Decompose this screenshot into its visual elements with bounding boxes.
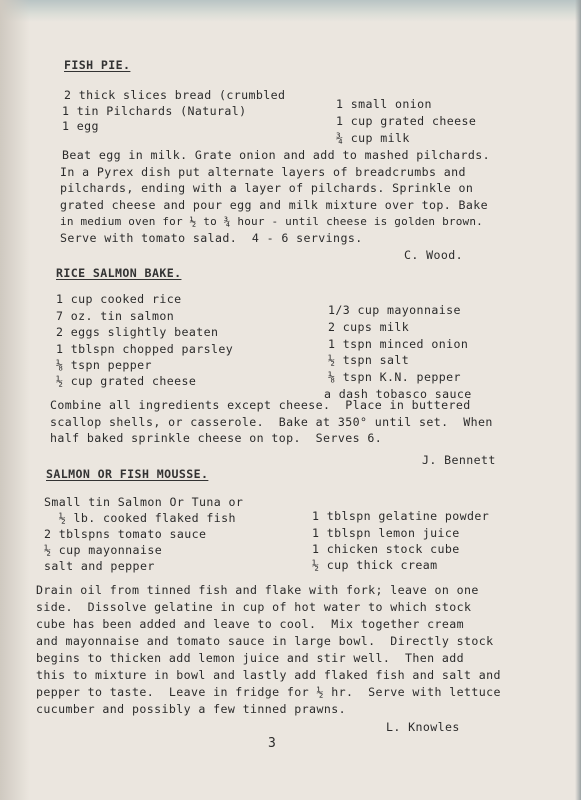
ingredient: ½ lb. cooked flaked fish — [44, 511, 236, 525]
ingredient: 1 cup grated cheese — [336, 114, 477, 128]
method-line: begins to thicken add lemon juice and stir well. Then add — [36, 651, 465, 665]
ingredient: ¾ cup milk — [336, 131, 410, 145]
method-line: pilchards, ending with a layer of pilchards. Sprinkle on — [60, 181, 474, 195]
method-line: Drain oil from tinned fish and flake with fork; leave on one — [36, 583, 479, 597]
method-line: Beat egg in milk. Grate onion and add to mashed pilchards. — [62, 148, 491, 162]
ingredient: a dash tobasco sauce — [324, 387, 472, 401]
method-line: scallop shells, or casserole. Bake at 350° until set. When — [50, 415, 493, 429]
ingredient: 2 eggs slightly beaten — [56, 325, 219, 339]
method-line: pepper to taste. Leave in fridge for ½ hr. Serve with lettuce — [36, 685, 501, 699]
recipe-author: C. Wood. — [404, 248, 464, 262]
ingredient: 1 chicken stock cube — [312, 542, 460, 556]
ingredient: 2 thick slices bread (crumbled — [64, 88, 286, 102]
recipe-author: J. Bennett — [422, 453, 496, 467]
ingredient: ½ cup thick cream — [312, 558, 438, 572]
ingredient: 7 oz. tin salmon — [56, 309, 175, 323]
method-line: and mayonnaise and tomato sauce in large bowl. Directly stock — [36, 634, 494, 648]
method-line: half baked sprinkle cheese on top. Serves 6. — [50, 431, 383, 445]
method-line: this to mixture in bowl and lastly add flaked fish and salt and — [36, 668, 501, 682]
ingredient: 1 tin Pilchards (Natural) — [62, 104, 247, 118]
ingredient: 2 tblspns tomato sauce — [44, 527, 207, 541]
ingredient: 1 cup cooked rice — [56, 292, 182, 306]
recipe-title-fish-pie: FISH PIE. — [64, 58, 131, 72]
ingredient: 1 egg — [62, 119, 99, 133]
method-line: In a Pyrex dish put alternate layers of breadcrumbs and — [60, 165, 466, 179]
ingredient: Small tin Salmon Or Tuna or — [44, 495, 244, 509]
ingredient: 1 tblspn lemon juice — [312, 526, 460, 540]
ingredient: ⅛ tspn pepper — [56, 358, 152, 372]
method-line: Serve with tomato salad. 4 - 6 servings. — [60, 231, 363, 245]
ingredient: 1 tblspn gelatine powder — [312, 509, 490, 523]
method-line: cube has been added and leave to cool. Mix together cream — [36, 617, 465, 631]
ingredient: 2 cups milk — [328, 320, 410, 334]
ingredient: ⅛ tspn K.N. pepper — [328, 370, 461, 384]
ingredient: ½ cup grated cheese — [56, 374, 197, 388]
ingredient: 1 tblspn chopped parsley — [56, 342, 234, 356]
page-number: 3 — [268, 736, 277, 751]
ingredient: ½ cup mayonnaise — [44, 543, 163, 557]
ingredient: 1 small onion — [336, 97, 432, 111]
method-line: side. Dissolve gelatine in cup of hot water to which stock — [36, 600, 472, 614]
recipe-title-salmon-mousse: SALMON OR FISH MOUSSE. — [46, 467, 209, 481]
recipe-author: L. Knowles — [386, 720, 460, 734]
method-line: grated cheese and pour egg and milk mixture over top. Bake — [60, 198, 489, 212]
ingredient: salt and pepper — [44, 559, 155, 573]
method-line: cucumber and possibly a few tinned prawns. — [36, 702, 346, 716]
ingredient: 1 tspn minced onion — [328, 337, 469, 351]
ingredient: ½ tspn salt — [328, 353, 410, 367]
method-line: Combine all ingredients except cheese. Place in buttered — [50, 398, 471, 412]
ingredient: 1/3 cup mayonnaise — [328, 303, 461, 317]
recipe-title-rice-salmon-bake: RICE SALMON BAKE. — [56, 266, 182, 280]
method-line: in medium oven for ½ to ¾ hour - until cheese is golden brown. — [60, 215, 483, 228]
